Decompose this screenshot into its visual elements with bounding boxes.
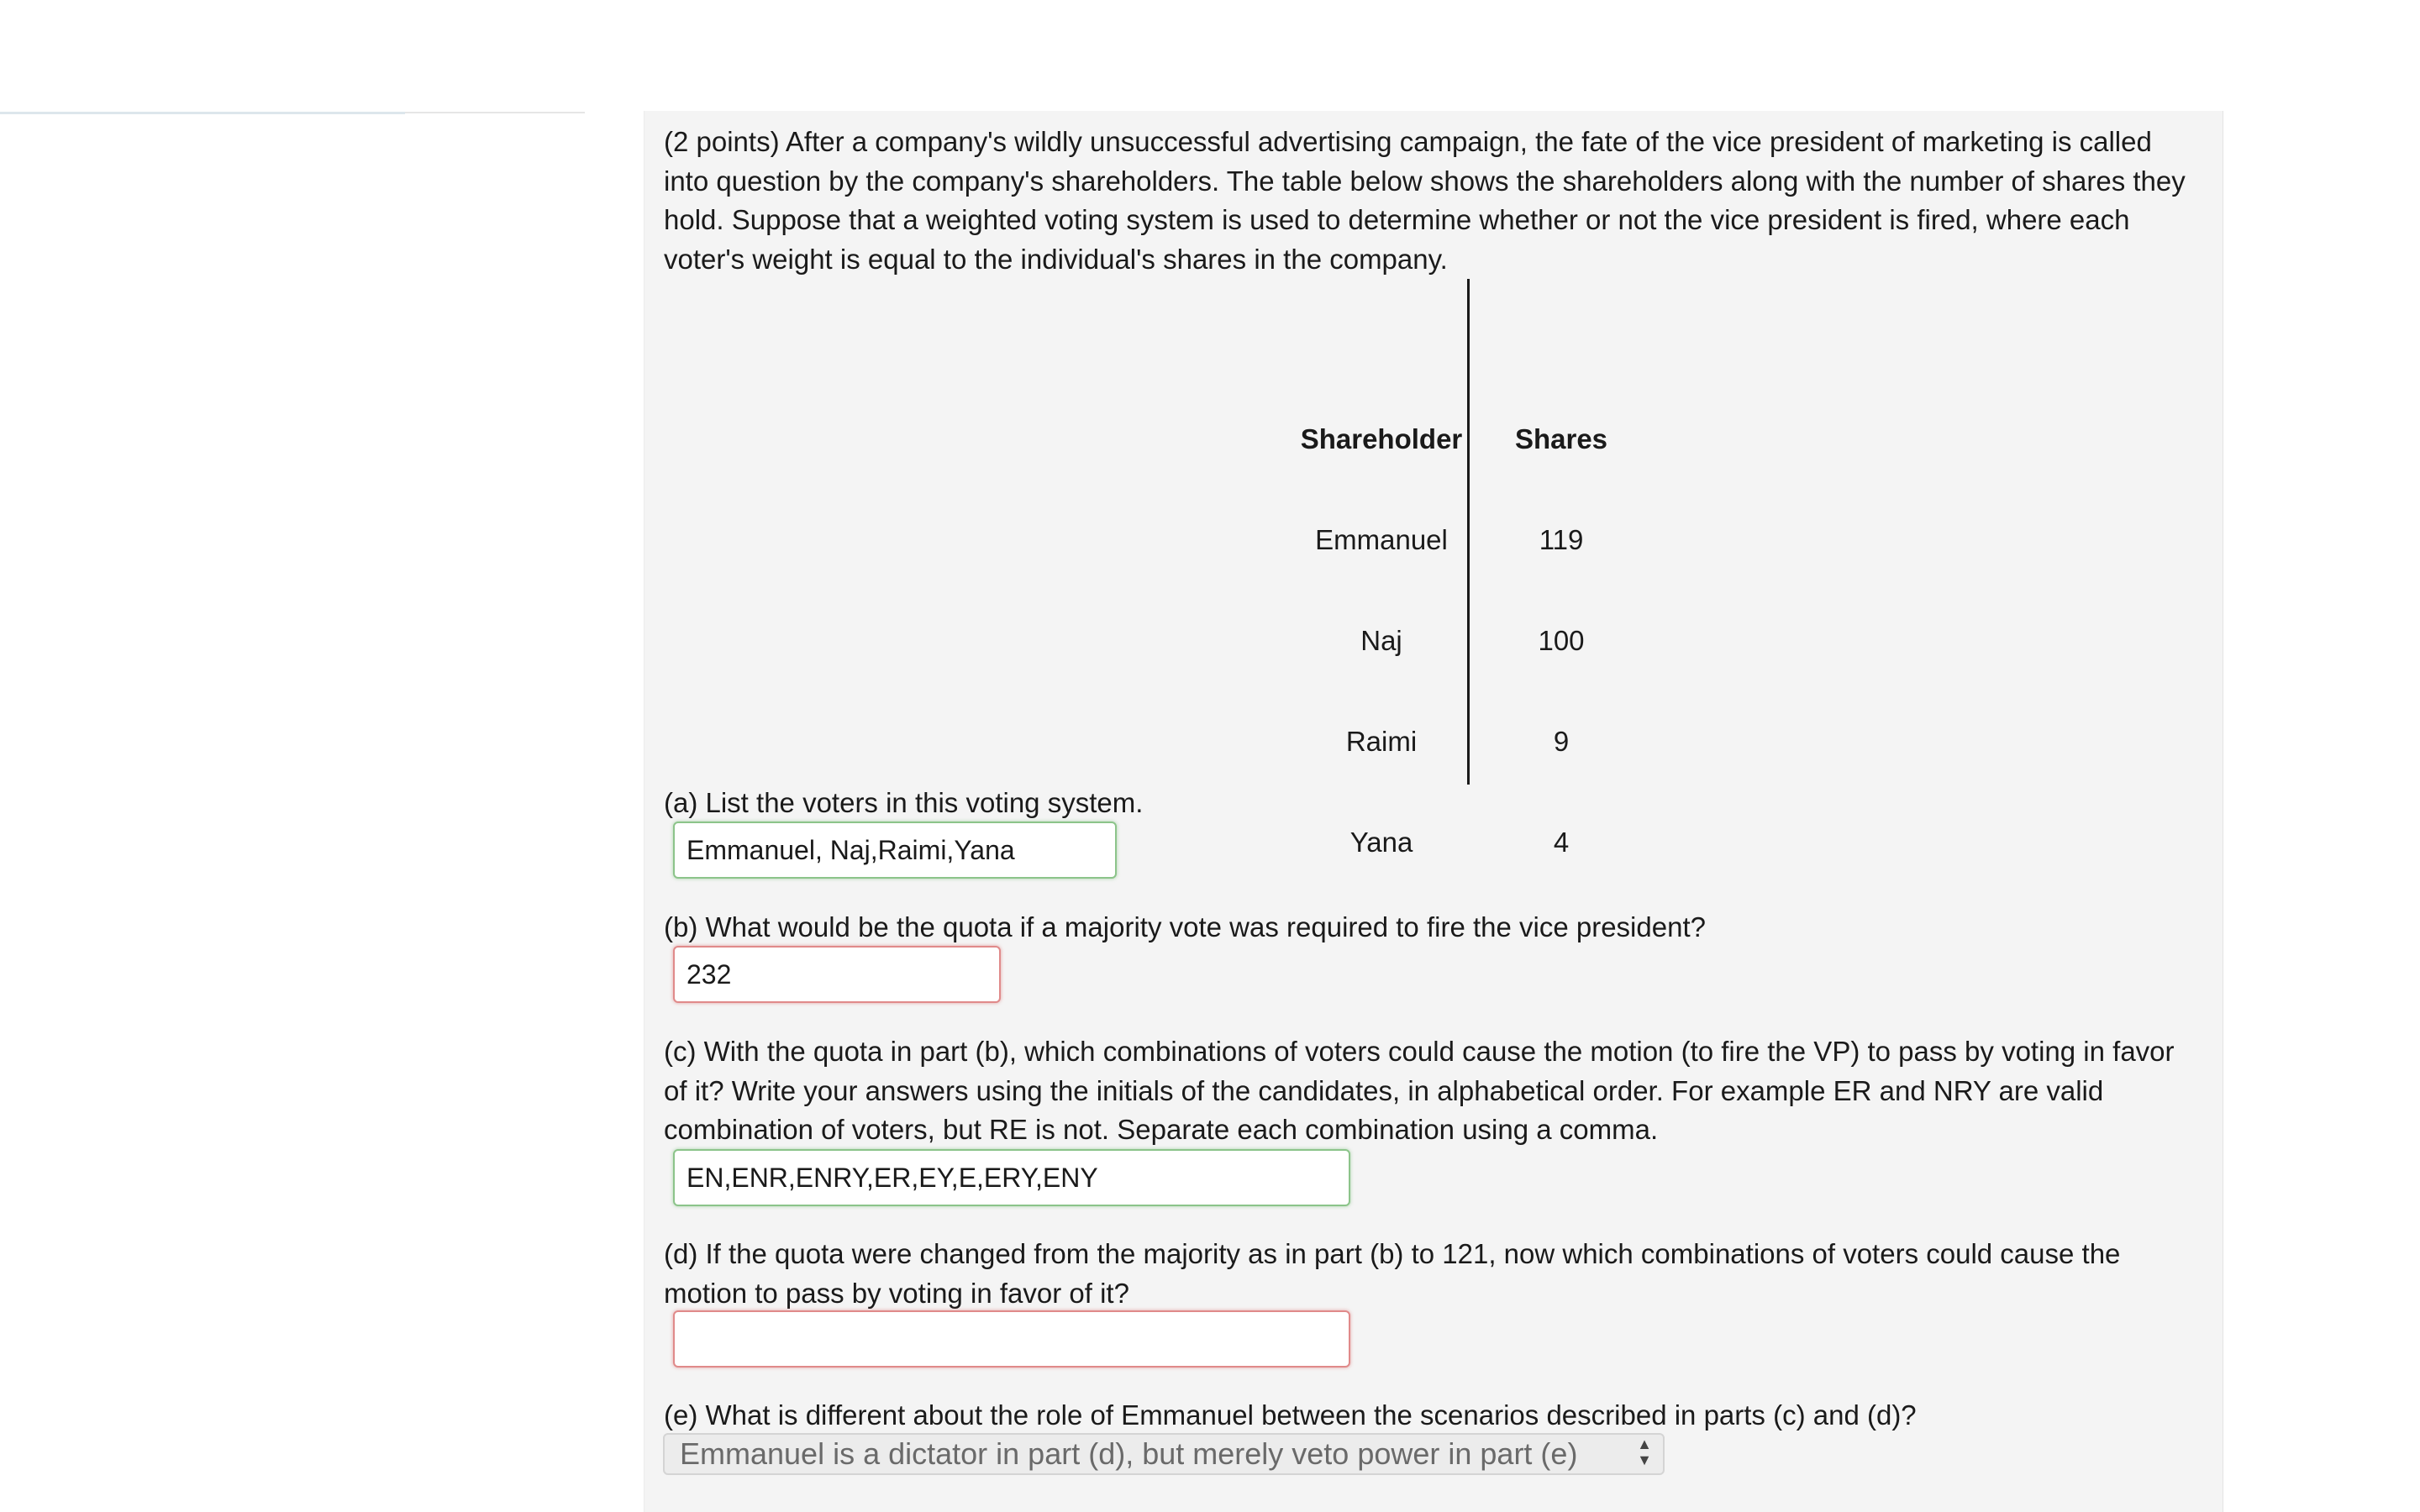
- sidebar-progress-bar: [0, 112, 405, 114]
- part-b-prompt: (b) What would be the quota if a majority vote was required to fire the vice president?: [664, 911, 1706, 942]
- part-a-answer-input[interactable]: [673, 822, 1117, 879]
- part-e-answer-select[interactable]: [663, 1433, 1665, 1475]
- question-intro: (2 points) After a company's wildly unsuccessful advertising campaign, the fate of the vice president of marketing is called into question by the company's shareholders. The table below shows the shareholders along with the number of shares they hold. Suppose that a weighted voting system is used to determine whether or not the vice president is fired, where each voter's weight is equal to the individual's shares in the company.: [664, 126, 2186, 275]
- table-cell-shares: 100: [1538, 625, 1585, 656]
- table-cell-name: Yana: [1349, 827, 1413, 858]
- table-cell-shares: 119: [1539, 524, 1584, 555]
- part-c-answer-input[interactable]: [673, 1149, 1350, 1206]
- question-panel: [644, 111, 2223, 1512]
- table-cell-name: Raimi: [1345, 726, 1418, 757]
- table-cell-name: Naj: [1360, 625, 1402, 656]
- part-d-prompt: (d) If the quota were changed from the majority as in part (b) to 121, now which combinations of voters could cause the motion to pass by voting in favor of it?: [664, 1238, 2121, 1309]
- table-cell-name: Emmanuel: [1315, 524, 1448, 555]
- part-d-answer-input[interactable]: [673, 1310, 1350, 1368]
- part-e-selected-value: Emmanuel is a dictator in part (d), but merely veto power in part (e): [680, 1436, 1578, 1471]
- table-header-shares: Shares: [1514, 423, 1608, 454]
- table-cell-shares: 9: [1553, 726, 1570, 757]
- part-e-prompt: (e) What is different about the role of Emmanuel between the scenarios described in parts (c) and (d)?: [664, 1399, 1917, 1431]
- table-cell-shares: 4: [1553, 827, 1570, 858]
- up-down-arrows-icon: ▲ ▼: [1637, 1436, 1652, 1468]
- table-divider: [1467, 279, 1470, 785]
- part-b-answer-input[interactable]: [673, 946, 1001, 1003]
- part-c-prompt: (c) With the quota in part (b), which combinations of voters could cause the motion (to fire the VP) to pass by voting in favor of it? Write your answers using the initials of the candidates, in alphabetical order. For example ER and NRY are valid combination of voters, but RE is not. Separate each combination using a comma.: [664, 1036, 2175, 1145]
- table-header-shareholder: Shareholder: [1300, 423, 1463, 454]
- part-a-prompt: (a) List the voters in this voting system.: [664, 787, 1144, 818]
